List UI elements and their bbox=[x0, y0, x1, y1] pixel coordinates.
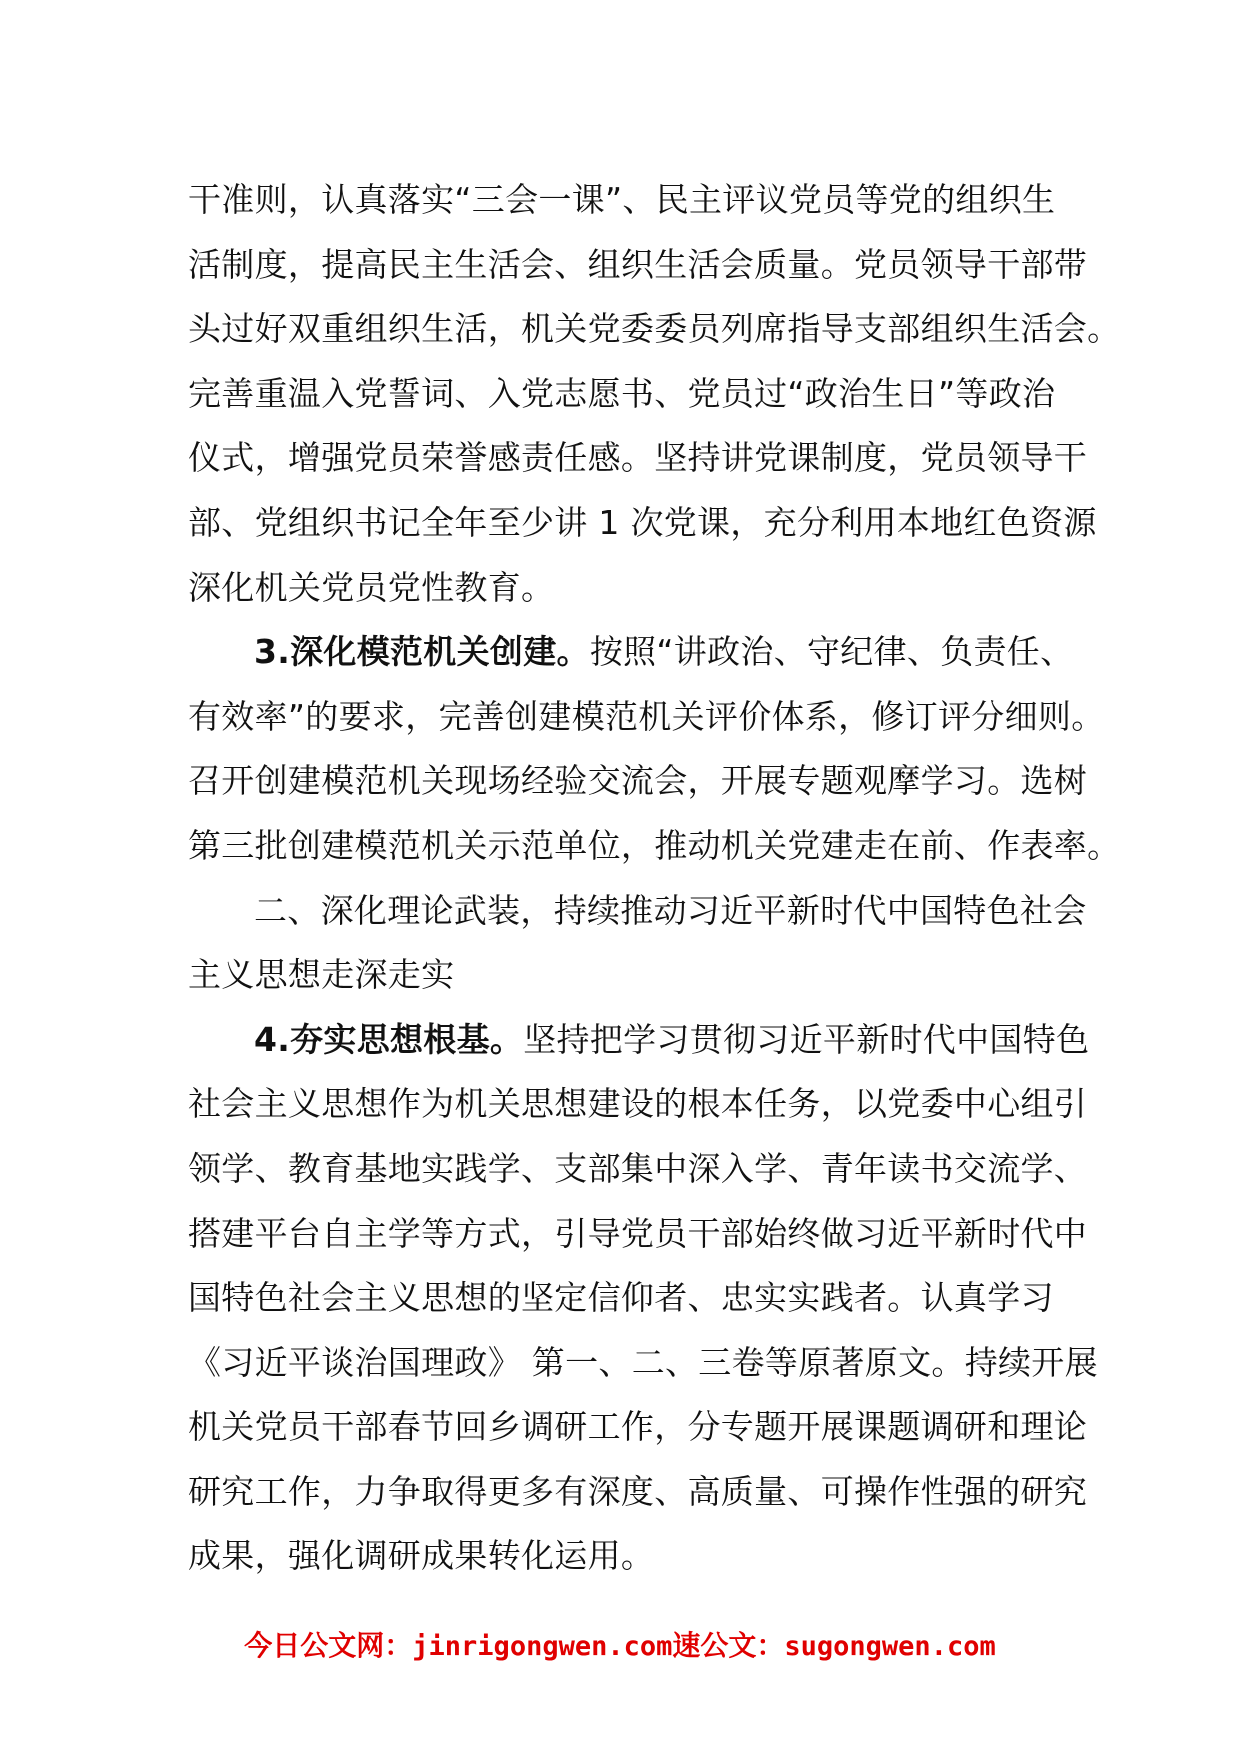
body-line-6: 部、党组织书记全年至少讲 1 次党课，充分利用本地红色资源 bbox=[188, 502, 1097, 542]
section-4-line-6: 《习近平谈治国理政》 第一、二、三卷等原著原文。持续开展 bbox=[188, 1342, 1098, 1382]
part-2-heading-line-2: 主义思想走深走实 bbox=[188, 955, 455, 995]
section-4-line-3: 领学、教育基地实践学、支部集中深入学、青年读书交流学、 bbox=[188, 1148, 1088, 1188]
section-3-first-line bbox=[188, 620, 1074, 685]
body-line-2: 活制度，提高民主生活会、组织生活会质量。党员领导干部带 bbox=[188, 244, 1088, 284]
section-3-line-2: 有效率”的要求，完善创建模范机关评价体系，修订评分细则。 bbox=[188, 696, 1105, 736]
section-4-line-9: 成果，强化调研成果转化运用。 bbox=[188, 1536, 655, 1576]
section-4-line-7: 机关党员干部春节回乡调研工作，分专题开展课题调研和理论 bbox=[188, 1407, 1088, 1447]
body-line-5: 仪式，增强党员荣誉感责任感。坚持讲党课制度，党员领导干 bbox=[188, 438, 1088, 478]
section-4-first-line bbox=[188, 1008, 1090, 1073]
section-3-line-4: 第三批创建模范机关示范单位，推动机关党建走在前、作表率。 bbox=[188, 825, 1121, 865]
section-4-line-5: 国特色社会主义思想的坚定信仰者、忠实实践者。认真学习 bbox=[188, 1278, 1054, 1318]
footer-site2-url[interactable]: sugongwen.com bbox=[784, 1631, 996, 1662]
body-line-1: 干准则，认真落实“三会一课”、民主评议党员等党的组织生 bbox=[188, 180, 1056, 219]
footer-watermark bbox=[0, 1624, 1240, 1664]
footer-site1-label: 今日公文网： bbox=[244, 1629, 413, 1662]
body-line-4: 完善重温入党誓词、入党志愿书、党员过“政治生日”等政治 bbox=[188, 373, 1056, 413]
part-2-heading-line-1: 二、深化理论武装，持续推动习近平新时代中国特色社会 bbox=[254, 890, 1087, 930]
footer-site2-label: 速公文： bbox=[672, 1629, 785, 1662]
footer-site1-url[interactable]: jinrigongwen.com bbox=[412, 1631, 673, 1662]
section-3-heading: 3.深化模范机关创建。 bbox=[254, 632, 590, 672]
section-4-line-2: 社会主义思想作为机关思想建设的根本任务，以党委中心组引 bbox=[188, 1084, 1088, 1124]
document-body bbox=[188, 168, 1121, 1589]
section-4-heading: 4.夯实思想根基。 bbox=[254, 1019, 524, 1059]
section-4-line-4: 搭建平台自主学等方式，引导党员干部始终做习近平新时代中 bbox=[188, 1213, 1088, 1253]
section-3-first-text: 按照“讲政治、守纪律、负责任、 bbox=[589, 632, 1074, 672]
body-line-7: 深化机关党员党性教育。 bbox=[188, 567, 555, 607]
section-3-line-3: 召开创建模范机关现场经验交流会，开展专题观摩学习。选树 bbox=[188, 761, 1088, 801]
section-4-first-text: 坚持把学习贯彻习近平新时代中国特色 bbox=[523, 1019, 1090, 1059]
section-4-line-8: 研究工作，力争取得更多有深度、高质量、可操作性强的研究 bbox=[188, 1471, 1088, 1511]
body-line-3: 头过好双重组织生活，机关党委委员列席指导支部组织生活会。 bbox=[188, 309, 1121, 349]
